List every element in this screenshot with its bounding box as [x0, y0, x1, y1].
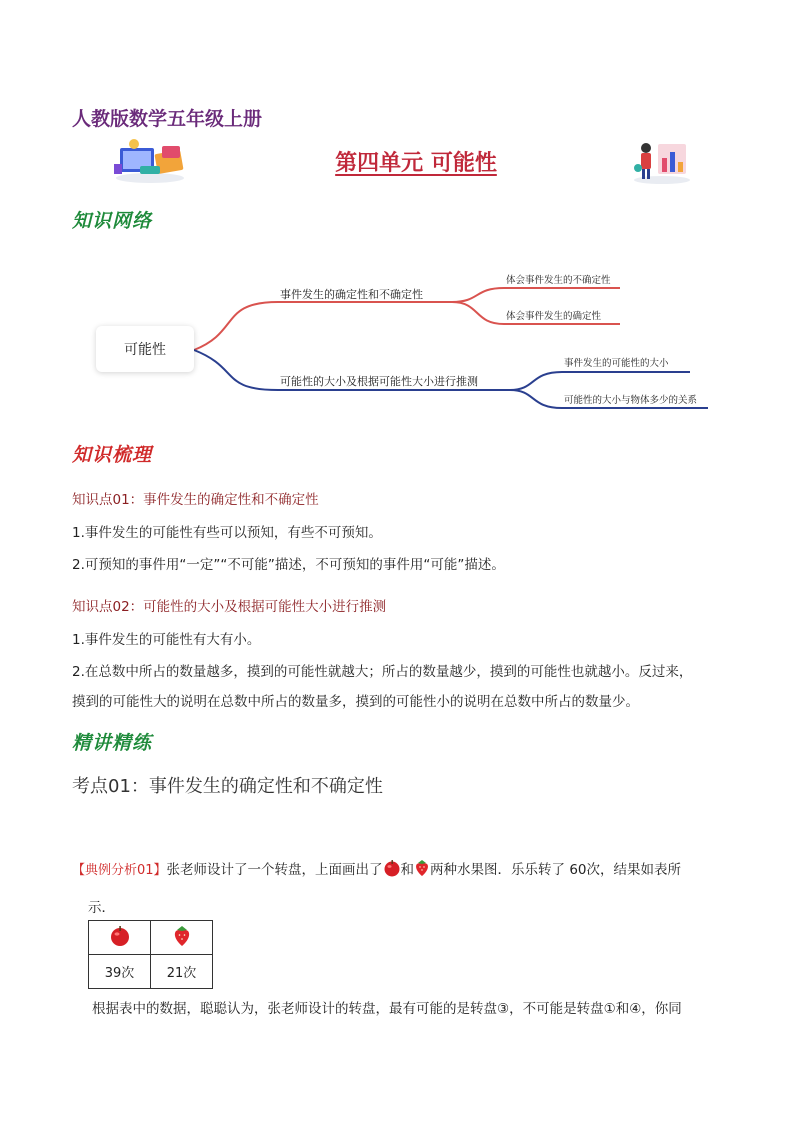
apple-count: 39次: [89, 955, 151, 989]
example-label: 【典例分析01】: [72, 863, 167, 878]
example-text-b: 两种水果图．乐乐转了 60次，结果如表所: [430, 862, 682, 878]
example-text-a: 张老师设计了一个转盘，上面画出了: [166, 862, 383, 878]
strawberry-count: 21次: [151, 955, 213, 989]
example-text-d: 根据表中的数据，聪聪认为，张老师设计的转盘，最有可能的是转盘③，不可能是转盘①和④，你同: [92, 1001, 682, 1017]
section-knowledge-organize: 知识梳理: [72, 444, 153, 466]
kp1-line1: 1.事件发生的可能性有些可以预知，有些不可预知。: [72, 525, 382, 541]
branch1-child1-curve: [452, 288, 620, 302]
unit-title: 第四单元 可能性: [335, 151, 497, 176]
strawberry-icon: [172, 925, 192, 947]
mindmap-branch2-label: 可能性的大小及根据可能性大小进行推测: [280, 375, 478, 388]
table-header-strawberry: [151, 921, 213, 955]
branch2-child1-curve: [510, 372, 690, 390]
mindmap-branch1-child2: 体会事件发生的确定性: [506, 311, 602, 322]
section-practice: 精讲精练: [72, 732, 153, 754]
table-row: [89, 955, 213, 989]
mindmap-branch2-child2: 可能性的大小与物体多少的关系: [564, 395, 698, 406]
kp2-line2: 2.在总数中所占的数量越多，摸到的可能性就越大；所占的数量越少，摸到的可能性也就越小。反过来，: [72, 664, 693, 680]
mindmap-branch2-child1: 事件发生的可能性的大小: [564, 358, 669, 369]
table-row: [89, 921, 213, 955]
kp2-title: 知识点02：可能性的大小及根据可能性大小进行推测: [72, 599, 387, 615]
kaodian-title: 考点01：事件发生的确定性和不确定性: [72, 776, 383, 797]
fruit-result-table: [88, 920, 213, 989]
section-knowledge-network: 知识网络: [72, 210, 153, 232]
kp1-line2: 2.可预知的事件用“一定”“不可能”描述，不可预知的事件用“可能”描述。: [72, 557, 505, 573]
mindmap-branch1-child1: 体会事件发生的不确定性: [506, 275, 611, 286]
kp2-line1: 1.事件发生的可能性有大有小。: [72, 632, 261, 648]
kp2-line3: 摸到的可能性大的说明在总数中所占的数量多，摸到的可能性小的说明在总数中所占的数量少。: [72, 694, 639, 710]
table-header-apple: [89, 921, 151, 955]
kp1-title: 知识点01：事件发生的确定性和不确定性: [72, 492, 319, 508]
example-line1: [72, 858, 681, 878]
mindmap-root: 可能性: [96, 326, 194, 372]
presentation-illustration-icon: [630, 138, 694, 184]
apple-icon: [109, 925, 131, 947]
example-text-c: 示．: [88, 900, 115, 916]
subject-title: 人教版数学五年级上册: [72, 108, 263, 130]
example-text-and: 和: [400, 862, 415, 878]
apple-icon: [383, 859, 401, 877]
mindmap-branch1-label: 事件发生的确定性和不确定性: [280, 288, 423, 301]
branch1-curve: [194, 302, 452, 350]
strawberry-icon: [414, 859, 430, 877]
